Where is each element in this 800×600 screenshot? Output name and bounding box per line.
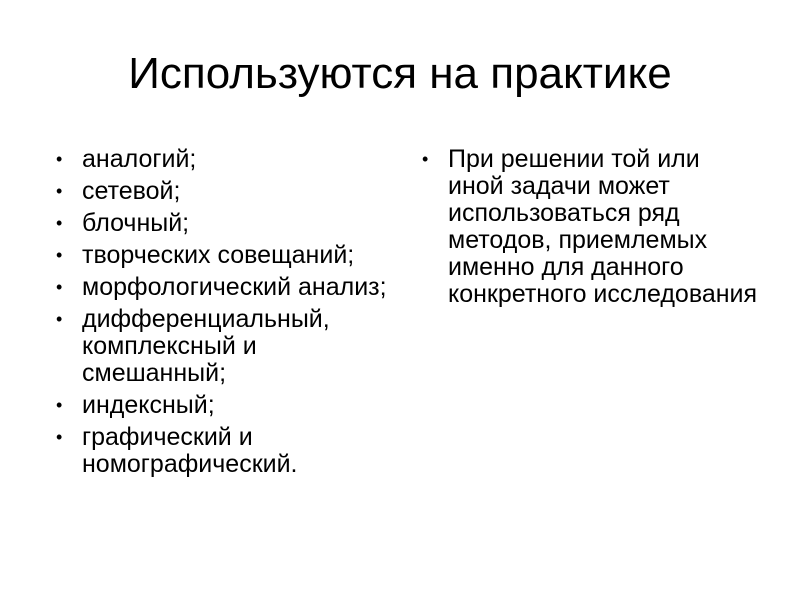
bullet-icon: • [56, 277, 63, 297]
list-item [52, 392, 392, 419]
list-item [418, 146, 758, 308]
list-item [52, 242, 392, 269]
list-item [52, 424, 392, 478]
list-item [52, 306, 392, 387]
bullet-icon: • [56, 213, 63, 233]
list-item-text: морфологический анализ; [82, 273, 387, 301]
list-item-text: блочный; [82, 209, 190, 237]
slide-title: Используются на практике [128, 49, 672, 98]
bullet-icon: • [422, 149, 429, 169]
note-list [418, 146, 758, 313]
bullet-icon: • [56, 309, 63, 329]
bullet-icon: • [56, 427, 63, 447]
list-item [52, 178, 392, 205]
list-item-text: дифференциальный, комплексный и смешанный; [82, 305, 330, 387]
list-item-text: сетевой; [82, 177, 181, 205]
bullet-icon: • [56, 245, 63, 265]
list-item-text: аналогий; [82, 145, 197, 173]
bullet-icon: • [56, 149, 63, 169]
list-item [52, 274, 392, 301]
list-item-text: индексный; [82, 391, 215, 419]
list-item-text: графический и номографический. [82, 423, 298, 478]
list-item-text: творческих совещаний; [82, 241, 355, 269]
list-item-text: При решении той или иной задачи может использоваться ряд методов, приемлемых именно для данного конкретного исследования [448, 145, 758, 308]
list-item [52, 210, 392, 237]
methods-list [52, 146, 392, 483]
bullet-icon: • [56, 181, 63, 201]
list-item [52, 146, 392, 173]
bullet-icon: • [56, 395, 63, 415]
